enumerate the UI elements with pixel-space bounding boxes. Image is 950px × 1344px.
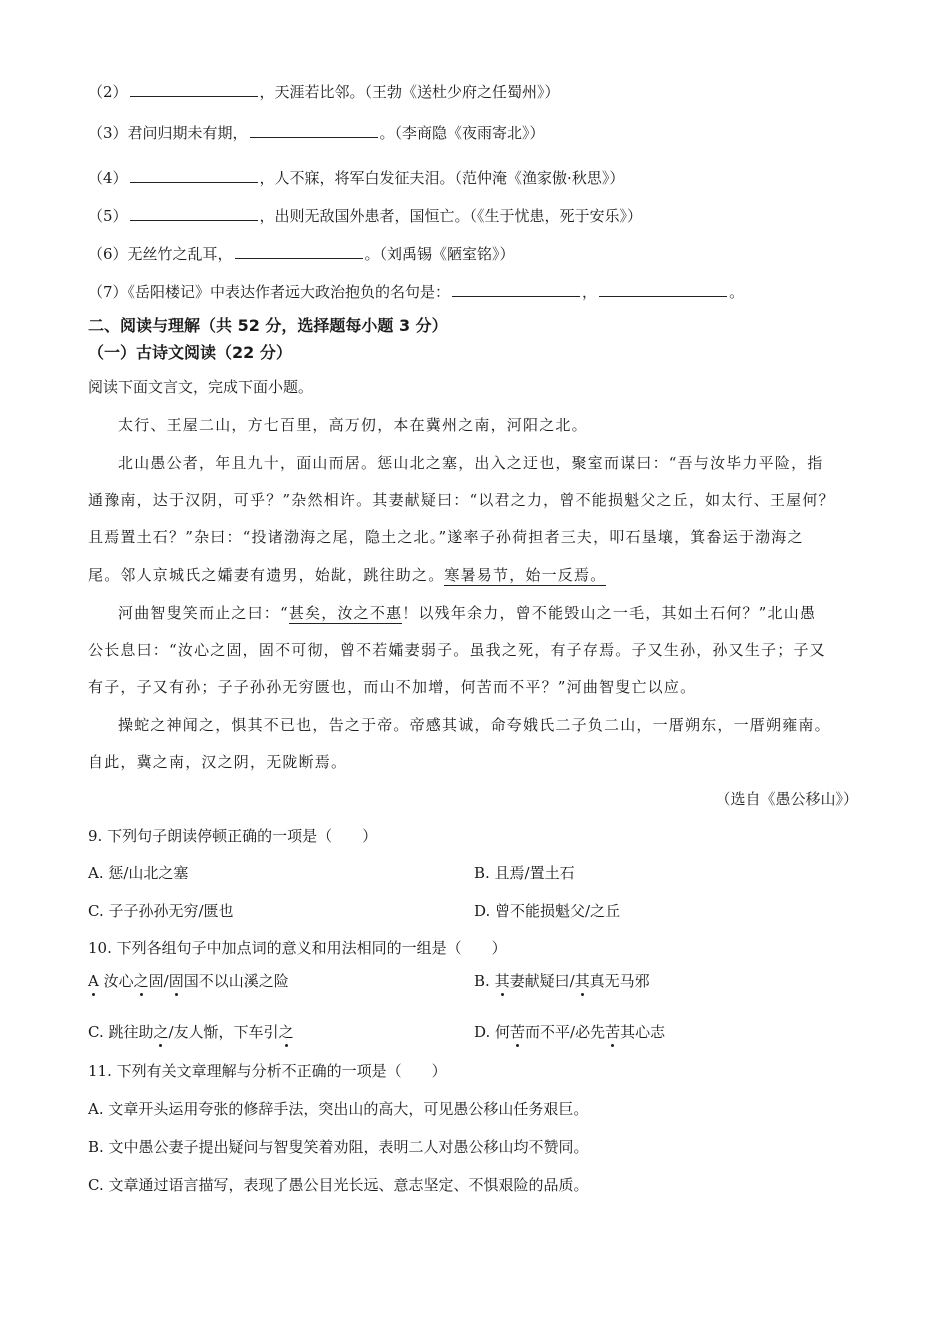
answer-blank[interactable] [235,244,363,259]
fill-q4: （4） ，人不寐，将军白发征夫泪。（范仲淹《渔家傲·秋思》） [88,169,625,187]
underlined-sentence: 寒暑易节，始一反焉。 [444,566,607,584]
dotted-char: 苦 [605,1023,621,1041]
dotted-char: 其 [574,972,590,990]
passage-line: 公长息曰：“汝心之固，固不可彻，曾不若孀妻弱子。虽我之死，有子存焉。子又生孙，孙又生子；子又 [88,641,826,659]
fill-q5: （5） ，出则无敌国外患者，国恒亡。（《生于忧患，死于安乐》） [88,207,643,225]
section-title: 二、阅读与理解（共 52 分，选择题每小题 3 分） [88,316,448,335]
answer-blank[interactable] [130,168,258,183]
option-10c[interactable]: C. 跳往助之/友人惭，下车引之 [88,1023,294,1041]
option-9c[interactable]: C. 子子孙孙无穷/匮也 [88,902,234,920]
passage-source: （选自《愚公移山》） [715,790,858,808]
fill-q6: （6）无丝竹之乱耳， 。（刘禹锡《陋室铭》） [88,245,515,263]
dotted-char: 之 [278,1023,294,1041]
passage-line: 太行、王屋二山，方七百里，高万仞，本在冀州之南，河阳之北。 [118,416,588,434]
option-10d[interactable]: D. 何苦而不平/必先苦其心志 [474,1023,666,1041]
instruction: 阅读下面文言文，完成下面小题。 [88,378,314,396]
passage-line: 操蛇之神闻之，惧其不已也，告之于帝。帝感其诚，命夸娥氏二子负二山，一厝朔东，一厝朔雍南。 [118,716,831,734]
subsection-title: （一）古诗文阅读（22 分） [88,343,292,362]
fill-q7: （7）《岳阳楼记》中表达作者远大政治抱负的名句是： ， 。 [88,283,745,301]
dotted-char: 苦 [510,1023,526,1041]
option-11c[interactable]: C. 文章通过语言描写，表现了愚公目光长远、意志坚定、不惧艰险的品质。 [88,1176,589,1194]
passage-line: 尾。邻人京城氏之孀妻有遗男，始龀，跳往助之。寒暑易节，始一反焉。 [88,566,607,584]
question-10-stem: 10. 下列各组句子中加点词的意义和用法相同的一组是（ ） [88,939,507,957]
passage-line: 且焉置土石？”杂曰：“投诸渤海之尾，隐土之北。”遂率子孙荷担者三夫，叩石垦壤，箕畚运于渤海之 [88,528,804,546]
question-9-stem: 9. 下列句子朗读停顿正确的一项是（ ） [88,827,378,845]
option-11b[interactable]: B. 文中愚公妻子提出疑问与智叟笑着劝阻，表明二人对愚公移山均不赞同。 [88,1138,589,1156]
fill-q2: （2） ，天涯若比邻。（王勃《送杜少府之任蜀州》） [88,83,560,101]
answer-blank[interactable] [599,282,727,297]
passage-line: 河曲智叟笑而止之曰：“甚矣，汝之不惠！以残年余力，曾不能毁山之一毛，其如土石何？”北山愚 [118,604,817,622]
dotted-char: 其 [494,972,510,990]
passage-line: 北山愚公者，年且九十，面山而居。惩山北之塞，出入之迂也，聚室而谋曰：“吾与汝毕力平险，指 [118,454,824,472]
underlined-sentence: 甚矣，汝之不惠 [288,604,403,622]
option-9d[interactable]: D. 曾不能损魁父/之丘 [474,902,621,920]
passage-line: 通豫南，达于汉阴，可乎？”杂然相许。其妻献疑曰：“以君之力，曾不能损魁父之丘，如太行、王屋何？ [88,491,835,509]
passage-line: 自此，冀之南，汉之阴，无陇断焉。 [88,753,348,771]
question-11-stem: 11. 下列有关文章理解与分析不正确的一项是（ ） [88,1062,447,1080]
answer-blank[interactable] [130,206,258,221]
option-10a[interactable]: A 汝心之固/固国不以山溪之险 [88,972,289,990]
answer-blank[interactable] [130,82,258,97]
answer-blank[interactable] [250,123,378,138]
option-9a[interactable]: A. 惩/山北之塞 [88,864,189,882]
passage-line: 有子，子又有孙；子子孙孙无穷匮也，而山不加增，何苦而不平？”河曲智叟亡以应。 [88,678,697,696]
option-11a[interactable]: A. 文章开头运用夸张的修辞手法，突出山的高大，可见愚公移山任务艰巨。 [88,1100,589,1118]
answer-blank[interactable] [452,282,580,297]
dotted-char: 之 [153,1023,169,1041]
dotted-char: 固 [168,972,184,990]
option-10b[interactable]: B. 其妻献疑曰/其真无马邪 [474,972,650,990]
dotted-char: 之 [133,972,149,990]
fill-q3: （3）君问归期未有期， 。（李商隐《夜雨寄北》） [88,124,545,142]
option-9b[interactable]: B. 且焉/置土石 [474,864,575,882]
